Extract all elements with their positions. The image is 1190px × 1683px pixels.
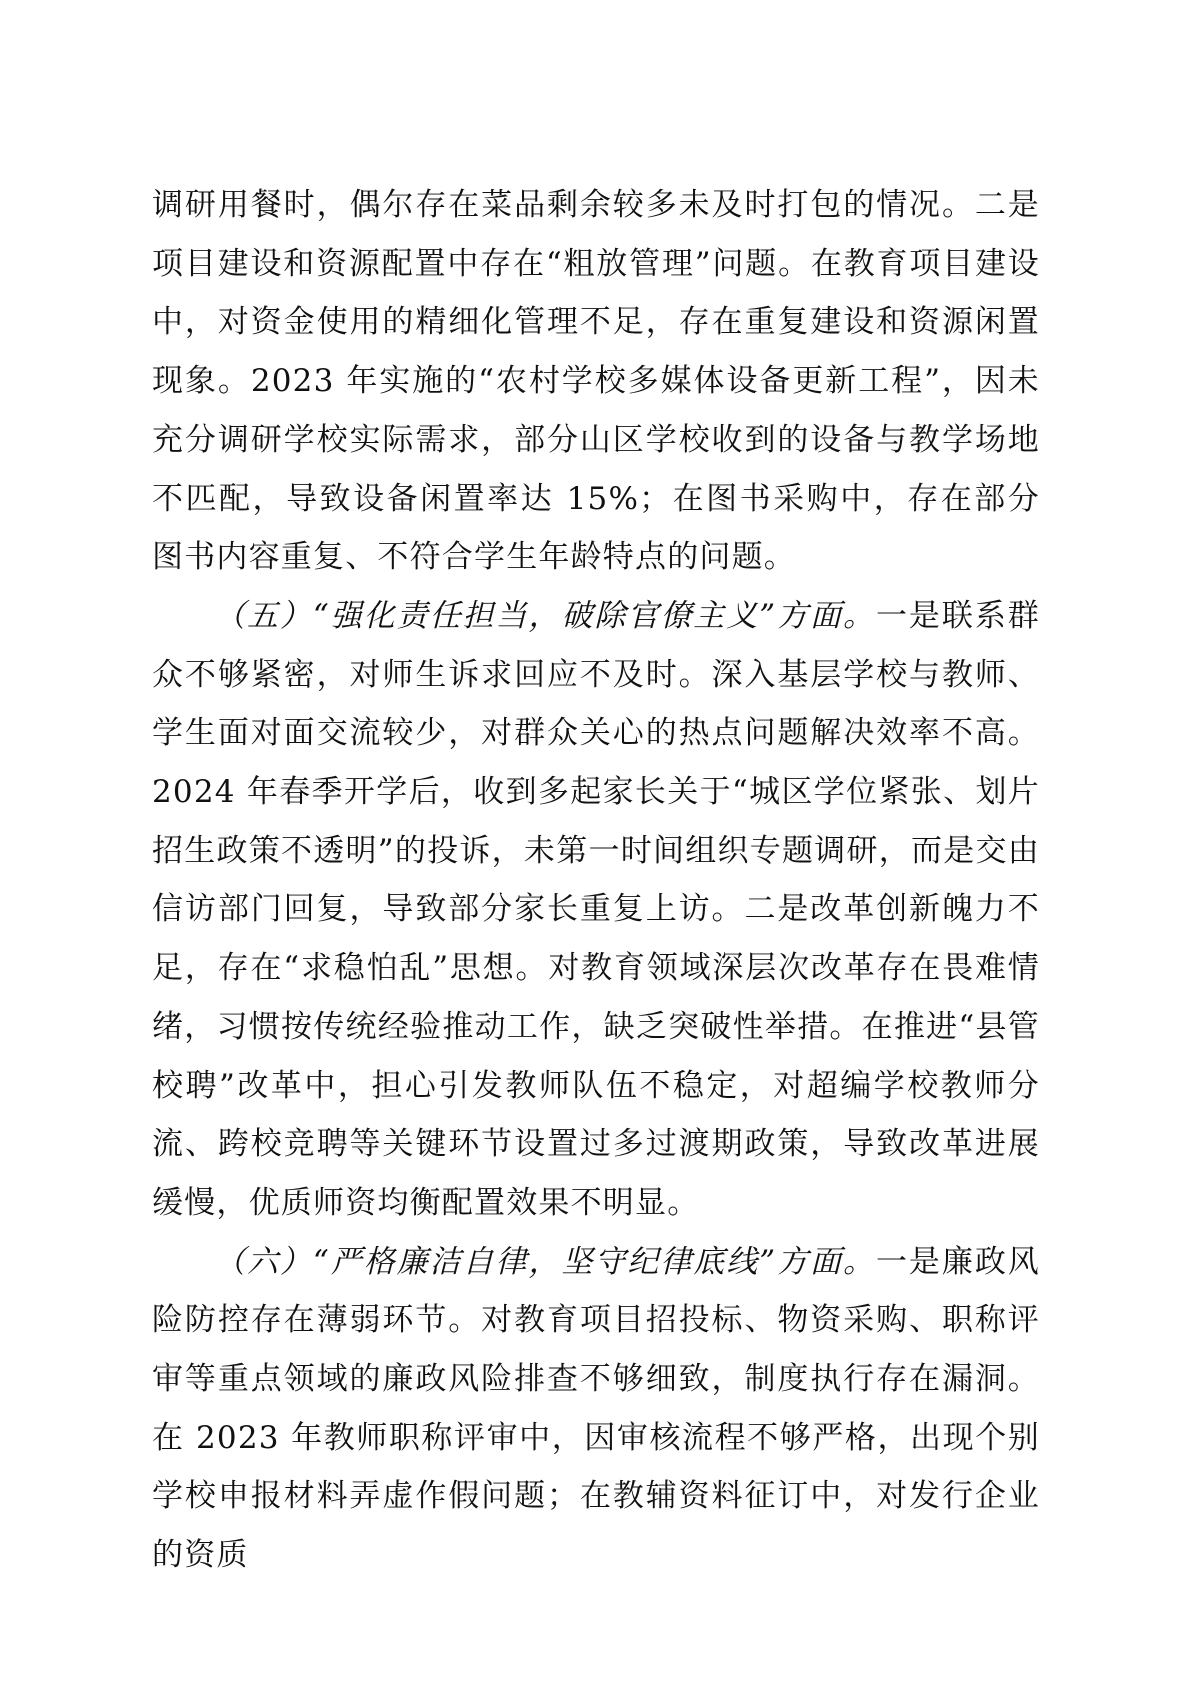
paragraph-2-text: 一是联系群众不够紧密，对师生诉求回应不及时。深入基层学校与教师、学生面对面交流较少，对群众关心的热点问题解决效率不高。2024 年春季开学后，收到多起家长关于“城区学位紧张、划片招生政策不透明”的投诉，未第一时间组织专题调研，而是交由信访部门回复，导致部分家长重复上访。二是改革创新魄力不足，存在“求稳怕乱”思想。对教育领域深层次改革存在畏难情绪，习惯按传统经验推动工作，缺乏突破性举措。在推进“县管校聘”改革中，担心引发教师队伍不稳定，对超编学校教师分流、跨校竞聘等关键环节设置过多过渡期政策，导致改革进展缓慢，优质师资均衡配置效果不明显。 [152,597,1040,1221]
paragraph-3-text: 一是廉政风险防控存在薄弱环节。对教育项目招投标、物资采购、职称评审等重点领域的廉政风险排查不够细致，制度执行存在漏洞。在 2023 年教师职称评审中，因审核流程不够严格，出现个别学校申报材料弄虚作假问题；在教辅资料征订中，对发行企业的资质 [152,1243,1040,1574]
paragraph-1-text: 调研用餐时，偶尔存在菜品剩余较多未及时打包的情况。二是项目建设和资源配置中存在“粗放管理”问题。在教育项目建设中，对资金使用的精细化管理不足，存在重复建设和资源闲置现象。2023 年实施的“农村学校多媒体设备更新工程”，因未充分调研学校实际需求，部分山区学校收到的设备与教学场地不匹配，导致设备闲置率达 15%；在图书采购中，存在部分图书内容重复、不符合学生年龄特点的问题。 [152,187,1040,576]
document-body [152,176,1040,1585]
paragraph-1 [152,176,1040,587]
paragraph-2 [152,587,1040,1233]
paragraph-2-heading: （五）“强化责任担当，破除官僚主义”方面。 [214,597,876,634]
paragraph-3-heading: （六）“严格廉洁自律，坚守纪律底线”方面。 [214,1243,876,1280]
paragraph-3 [152,1233,1040,1585]
